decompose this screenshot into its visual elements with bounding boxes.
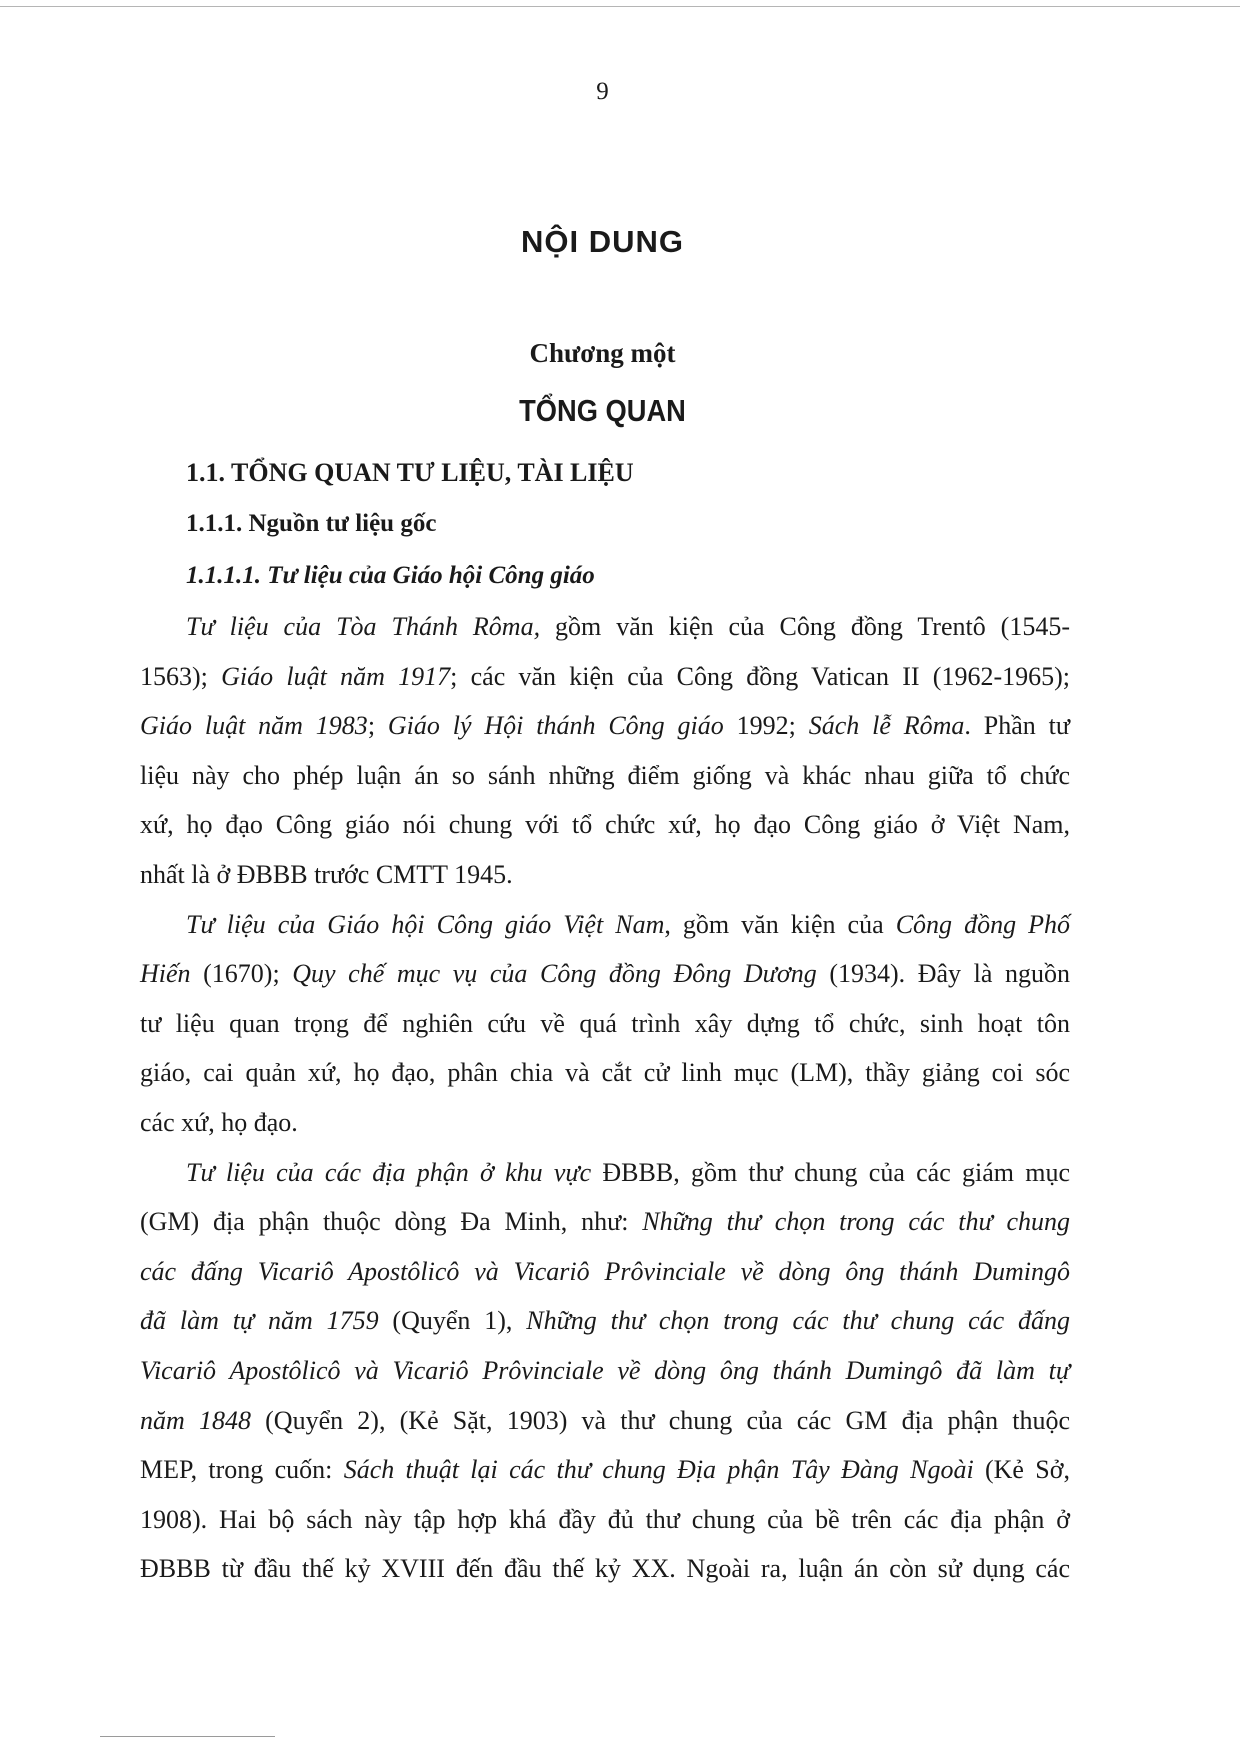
text-line [186,1157,1070,1189]
text-segment: ; các văn kiện của Công đồng Vatican II (1962-1965); [450,662,1070,691]
text-segment: , gồm văn kiện của [664,910,896,939]
text-line [140,1008,1070,1040]
subsection-heading: 1.1.1. Nguồn tư liệu gốc [186,510,437,537]
text-segment: (1670); [190,959,293,988]
italic-text: Tư liệu của Tòa Thánh Rôma, [186,612,541,641]
text-segment: 1908). Hai bộ sách này tập hợp khá đầy đủ thư chung của bề trên các địa phận ở [140,1505,1070,1534]
italic-text: Hiến [140,959,191,988]
text-line [140,1553,1070,1585]
text-segment: (Kẻ Sở, [973,1455,1070,1484]
text-line [140,1057,1070,1089]
italic-text: đã làm tự năm 1759 [140,1306,379,1335]
italic-text: Những thư chọn trong các thư chung các đấng [526,1306,1070,1335]
text-segment: xứ, họ đạo Công giáo nói chung với tổ chức xứ, họ đạo Công giáo ở Việt Nam, [140,810,1070,839]
italic-text: Quy chế mục vụ của Công đồng Đông Dương [292,959,817,988]
text-segment: ĐBBB từ đầu thế kỷ XVIII đến đầu thế kỷ XX. Ngoài ra, luận án còn sử dụng các [140,1554,1070,1583]
italic-text: các đấng Vicariô Apostôlicô và Vicariô Prôvinciale về dòng ông thánh Dumingô [140,1257,1070,1286]
text-line [140,859,1070,891]
text-segment: giáo, cai quản xứ, họ đạo, phân chia và cắt cử linh mục (LM), thầy giảng coi sóc [140,1058,1070,1087]
subsubsection-heading: 1.1.1.1. Tư liệu của Giáo hội Công giáo [186,562,595,589]
text-line [186,909,1070,941]
text-segment: . Phần tư [964,711,1070,740]
italic-text: Sách thuật lại các thư chung Địa phận Tây Đàng Ngoài [343,1455,974,1484]
text-segment: MEP, trong cuốn: [140,1455,344,1484]
italic-text: Công đồng Phố [895,910,1070,939]
text-segment: tư liệu quan trọng để nghiên cứu về quá trình xây dựng tổ chức, sinh hoạt tôn [140,1009,1070,1038]
text-segment: gồm văn kiện của Công đồng Trentô (1545- [540,612,1070,641]
italic-text: Sách lễ Rôma [808,711,965,740]
italic-text: Vicariô Apostôlicô và Vicariô Prôvinciale về dòng ông thánh Dumingô đã làm tự [140,1356,1070,1385]
text-segment: các xứ, họ đạo. [140,1108,298,1137]
italic-text: Tư liệu của Giáo hội Công giáo Việt Nam [186,910,665,939]
italic-text: Giáo luật năm 1917 [221,662,451,691]
text-line [140,1107,1070,1139]
italic-text: Những thư chọn trong các thư chung [642,1207,1070,1236]
text-segment: (GM) địa phận thuộc dòng Đa Minh, như: [140,1207,643,1236]
text-segment: (Quyển 1), [378,1306,527,1335]
text-segment: ĐBBB, gồm thư chung của các giám mục [591,1158,1070,1187]
section-heading: 1.1. TỔNG QUAN TƯ LIỆU, TÀI LIỆU [186,458,634,487]
text-line [140,1405,1070,1437]
chapter-label: Chương một [529,338,676,368]
text-line [140,1454,1070,1486]
scan-edge-top [0,6,1240,7]
text-line [186,611,1070,643]
text-line [140,760,1070,792]
italic-text: năm 1848 [140,1406,251,1435]
text-segment: (1934). Đây là nguồn [816,959,1070,988]
text-segment: (Quyển 2), (Kẻ Sặt, 1903) và thư chung của các GM địa phận thuộc [250,1406,1071,1435]
italic-text: Giáo luật năm 1983 [140,711,368,740]
text-line [140,710,1070,742]
text-segment: 1563); [140,662,222,691]
chapter-title: TỔNG QUAN [519,393,686,428]
italic-text: Tư liệu của các địa phận ở khu vực [186,1158,592,1187]
text-segment: nhất là ở ĐBBB trước CMTT 1945. [140,860,513,889]
text-line [140,1256,1070,1288]
italic-text: Giáo lý Hội thánh Công giáo [387,711,724,740]
text-line [140,1305,1070,1337]
text-line [140,809,1070,841]
text-line [140,958,1070,990]
text-line [140,1504,1070,1536]
text-segment: liệu này cho phép luận án so sánh những điểm giống và khác nhau giữa tổ chức [140,761,1070,790]
content-title: NỘI DUNG [521,224,684,259]
text-line [140,1206,1070,1238]
scan-edge-bottom [100,1736,275,1737]
text-segment: ; [367,711,388,740]
text-line [140,1355,1070,1387]
page-number: 9 [596,78,609,105]
text-segment: 1992; [723,711,809,740]
text-line [140,661,1070,693]
